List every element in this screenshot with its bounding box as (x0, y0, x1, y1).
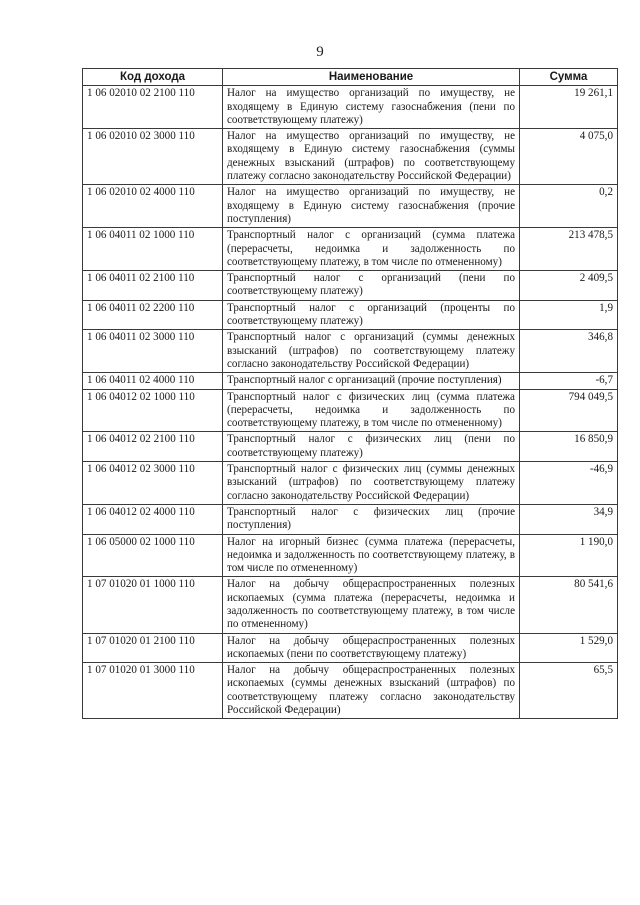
income-amount: -6,7 (520, 373, 618, 389)
income-code: 1 06 02010 02 4000 110 (83, 185, 223, 228)
income-code: 1 06 05000 02 1000 110 (83, 534, 223, 577)
income-name: Транспортный налог с организаций (пени по соответствующему платежу) (223, 271, 520, 301)
income-code: 1 06 04011 02 1000 110 (83, 228, 223, 271)
income-name: Налог на игорный бизнес (сумма платежа (перерасчеты, недоимка и задолженность по соответствующему платежу, в том числе по отмененному) (223, 534, 520, 577)
header-code: Код дохода (83, 69, 223, 86)
table-row (83, 300, 618, 330)
income-code: 1 07 01020 01 3000 110 (83, 663, 223, 719)
income-name: Налог на добычу общераспространенных полезных ископаемых (сумма платежа (перерасчеты, недоимка и задолженность по соответствующему платежу, в том числе по отмененному) (223, 577, 520, 633)
income-table (82, 68, 618, 719)
table-row (83, 228, 618, 271)
income-code: 1 06 04012 02 3000 110 (83, 462, 223, 505)
income-name: Налог на имущество организаций по имуществу, не входящему в Единую систему газоснабжения (пени по соответствующему платежу) (223, 86, 520, 129)
table-header (83, 69, 618, 86)
income-amount: 80 541,6 (520, 577, 618, 633)
income-name: Транспортный налог с организаций (прочие поступления) (223, 373, 520, 389)
income-amount: 4 075,0 (520, 129, 618, 185)
table-row (83, 534, 618, 577)
table-row (83, 504, 618, 534)
income-amount: 1 190,0 (520, 534, 618, 577)
income-amount: 0,2 (520, 185, 618, 228)
income-name: Транспортный налог с физических лиц (суммы денежных взысканий (штрафов) по соответствующему платежу согласно законодательству Российской Федерации) (223, 462, 520, 505)
income-amount: 19 261,1 (520, 86, 618, 129)
header-name: Наименование (223, 69, 520, 86)
income-amount: 2 409,5 (520, 271, 618, 301)
income-amount: 65,5 (520, 663, 618, 719)
income-code: 1 06 02010 02 3000 110 (83, 129, 223, 185)
income-code: 1 06 04011 02 2200 110 (83, 300, 223, 330)
income-amount: 213 478,5 (520, 228, 618, 271)
income-name: Налог на имущество организаций по имуществу, не входящему в Единую систему газоснабжения (суммы денежных взысканий (штрафов) по соответствующему платежу согласно законодательству Российской Федерации) (223, 129, 520, 185)
header-row (83, 69, 618, 86)
table-row (83, 86, 618, 129)
income-name: Транспортный налог с организаций (сумма платежа (перерасчеты, недоимка и задолженность по соответствующему платежу, в том числе по отмененному) (223, 228, 520, 271)
income-code: 1 06 04012 02 4000 110 (83, 504, 223, 534)
income-name: Транспортный налог с физических лиц (пени по соответствующему платежу) (223, 432, 520, 462)
income-amount: 16 850,9 (520, 432, 618, 462)
income-name: Налог на имущество организаций по имуществу, не входящему в Единую систему газоснабжения (прочие поступления) (223, 185, 520, 228)
table-row (83, 129, 618, 185)
table-row (83, 373, 618, 389)
income-code: 1 06 04011 02 3000 110 (83, 330, 223, 373)
income-code: 1 06 02010 02 2100 110 (83, 86, 223, 129)
income-name: Транспортный налог с физических лиц (сумма платежа (перерасчеты, недоимка и задолженность по соответствующему платежу, в том числе по отмененному) (223, 389, 520, 432)
income-code: 1 06 04012 02 2100 110 (83, 432, 223, 462)
income-amount: 34,9 (520, 504, 618, 534)
income-amount: 794 049,5 (520, 389, 618, 432)
table-row (83, 185, 618, 228)
income-name: Налог на добычу общераспространенных полезных ископаемых (пени по соответствующему платежу) (223, 633, 520, 663)
income-code: 1 06 04011 02 2100 110 (83, 271, 223, 301)
income-name: Налог на добычу общераспространенных полезных ископаемых (суммы денежных взысканий (штрафов) по соответствующему платежу согласно законодательству Российской Федерации) (223, 663, 520, 719)
income-code: 1 06 04012 02 1000 110 (83, 389, 223, 432)
table-row (83, 432, 618, 462)
income-amount: 346,8 (520, 330, 618, 373)
income-name: Транспортный налог с организаций (проценты по соответствующему платежу) (223, 300, 520, 330)
table-row (83, 577, 618, 633)
income-name: Транспортный налог с организаций (суммы денежных взысканий (штрафов) по соответствующему платежу согласно законодательству Российской Федерации) (223, 330, 520, 373)
header-amount: Сумма (520, 69, 618, 86)
income-amount: 1 529,0 (520, 633, 618, 663)
income-amount: -46,9 (520, 462, 618, 505)
table-body (83, 86, 618, 719)
income-code: 1 07 01020 01 2100 110 (83, 633, 223, 663)
table-row (83, 389, 618, 432)
income-amount: 1,9 (520, 300, 618, 330)
table-row (83, 633, 618, 663)
income-code: 1 06 04011 02 4000 110 (83, 373, 223, 389)
income-name: Транспортный налог с физических лиц (прочие поступления) (223, 504, 520, 534)
page-number: 9 (316, 44, 324, 60)
table-row (83, 330, 618, 373)
table-row (83, 271, 618, 301)
table-row (83, 663, 618, 719)
table-row (83, 462, 618, 505)
income-code: 1 07 01020 01 1000 110 (83, 577, 223, 633)
